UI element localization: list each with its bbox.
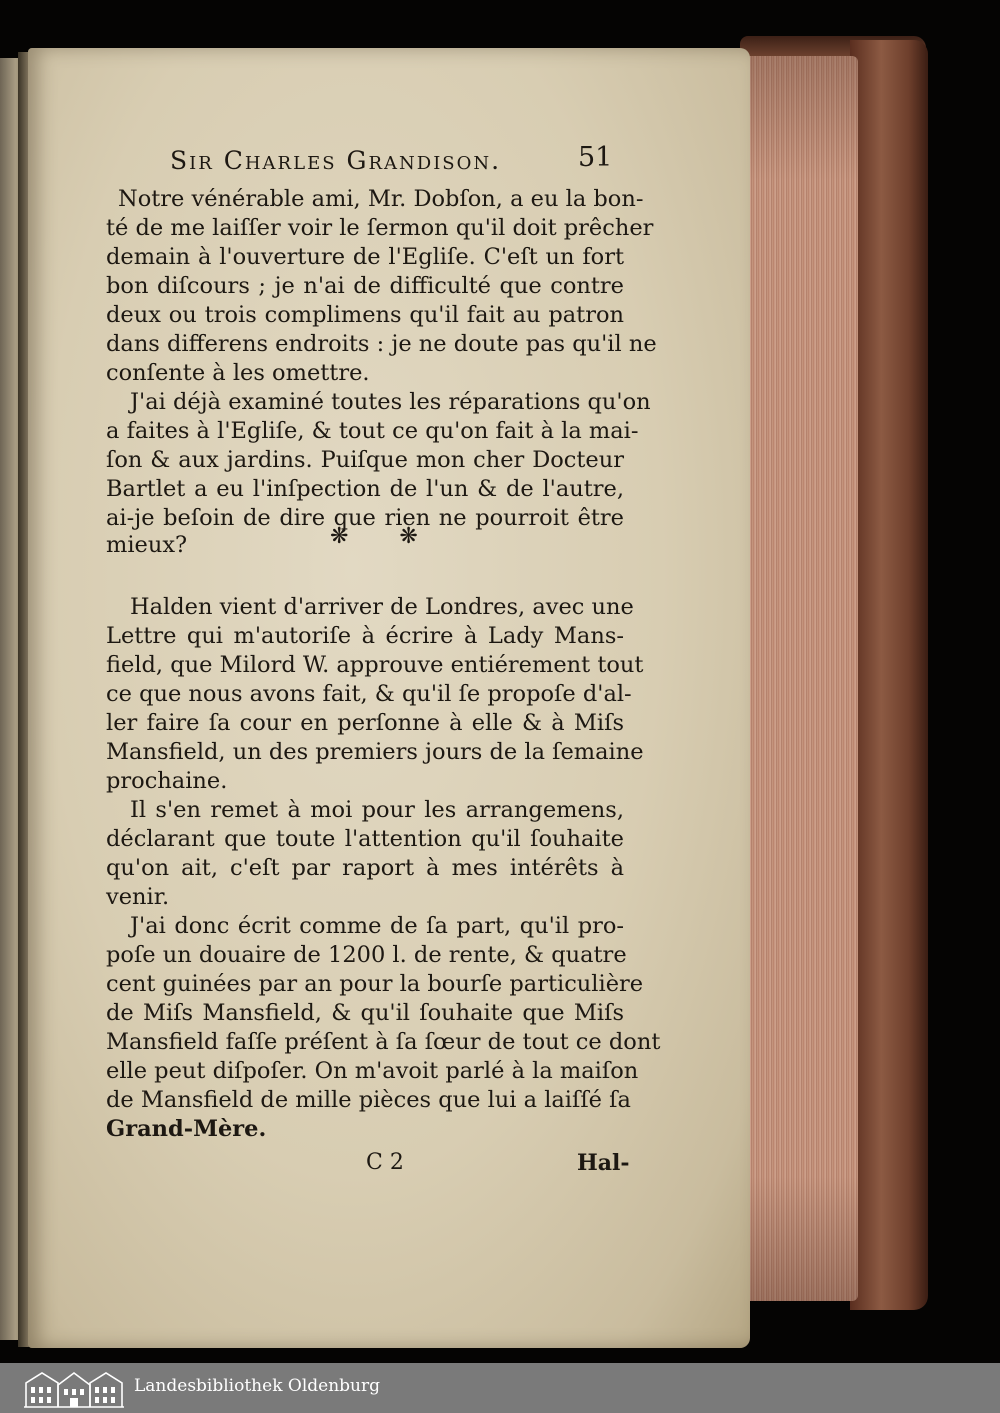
text-line: Il s'en remet à moi pour les arrangemens, xyxy=(130,797,624,823)
section-break-asterisms: ❋ ❋ xyxy=(330,524,440,549)
text-line: prochaine. xyxy=(106,768,228,794)
text-line: déclarant que toute l'attention qu'il ſouhaite xyxy=(106,826,624,852)
text-line: elle peut diſpoſer. On m'avoit parlé à la maiſon xyxy=(106,1058,639,1084)
text-line: ſon & aux jardins. Puiſque mon cher Docteur xyxy=(106,447,624,473)
text-line: bon diſcours ; je n'ai de difficulté que contre xyxy=(106,273,624,299)
text-line: conſente à les omettre. xyxy=(106,360,370,386)
library-name: Landesbibliothek Oldenburg xyxy=(134,1376,381,1396)
library-footer-bar xyxy=(0,1363,1000,1413)
library-building-icon xyxy=(22,1367,126,1409)
text-line: ai-je beſoin de dire que rien ne pourroit être xyxy=(106,505,624,531)
text-line: té de me laiſſer voir le ſermon qu'il doit prêcher xyxy=(106,215,654,241)
text-line: J'ai donc écrit comme de ſa part, qu'il pro- xyxy=(130,913,624,939)
text-line: venir. xyxy=(106,884,170,910)
catchword: Hal- xyxy=(577,1150,630,1176)
text-line: poſe un douaire de 1200 l. de rente, & quatre xyxy=(106,942,627,968)
text-line: demain à l'ouverture de l'Egliſe. C'eſt un fort xyxy=(106,244,624,270)
text-line: Bartlet a eu l'inſpection de l'un & de l'autre, xyxy=(106,476,624,502)
text-line: deux ou trois complimens qu'il fait au patron xyxy=(106,302,624,328)
text-line: Grand-Mère. xyxy=(106,1116,267,1142)
text-line: dans differens endroits : je ne doute pas qu'il ne xyxy=(106,331,657,357)
book-cover xyxy=(850,40,928,1310)
text-line: mieux? xyxy=(106,532,188,558)
text-line: Notre vénérable ami, Mr. Dobſon, a eu la bon- xyxy=(118,186,644,212)
page-number: 51 xyxy=(578,142,613,173)
text-line: ce que nous avons fait, & qu'il ſe propoſe d'al- xyxy=(106,681,632,707)
text-line: de Mansfield de mille pièces que lui a laiſſé ſa xyxy=(106,1087,631,1113)
text-line: a faites à l'Egliſe, & tout ce qu'on fait à la mai- xyxy=(106,418,639,444)
text-line: field, que Milord W. approuve entiérement tout xyxy=(106,652,644,678)
text-line: Lettre qui m'autoriſe à écrire à Lady Mans- xyxy=(106,623,624,649)
page-edges-shade xyxy=(742,56,858,1301)
text-line: de Miſs Mansfield, & qu'il ſouhaite que Miſs xyxy=(106,1000,624,1026)
text-line: Mansfield, un des premiers jours de la ſemaine xyxy=(106,739,644,765)
running-head-title: Sir Charles Grandison. xyxy=(170,146,502,175)
text-line: ler faire ſa cour en perſonne à elle & à Miſs xyxy=(106,710,624,736)
text-line: Mansfield faſſe préſent à ſa ſœur de tout ce dont xyxy=(106,1029,661,1055)
text-line: cent guinées par an pour la bourſe particulière xyxy=(106,971,644,997)
text-line: qu'on ait, c'eſt par raport à mes intérêts à xyxy=(106,855,624,881)
text-line: Halden vient d'arriver de Londres, avec une xyxy=(130,594,634,620)
text-line: J'ai déjà examiné toutes les réparations qu'on xyxy=(130,389,651,415)
signature-mark: C 2 xyxy=(366,1150,404,1175)
